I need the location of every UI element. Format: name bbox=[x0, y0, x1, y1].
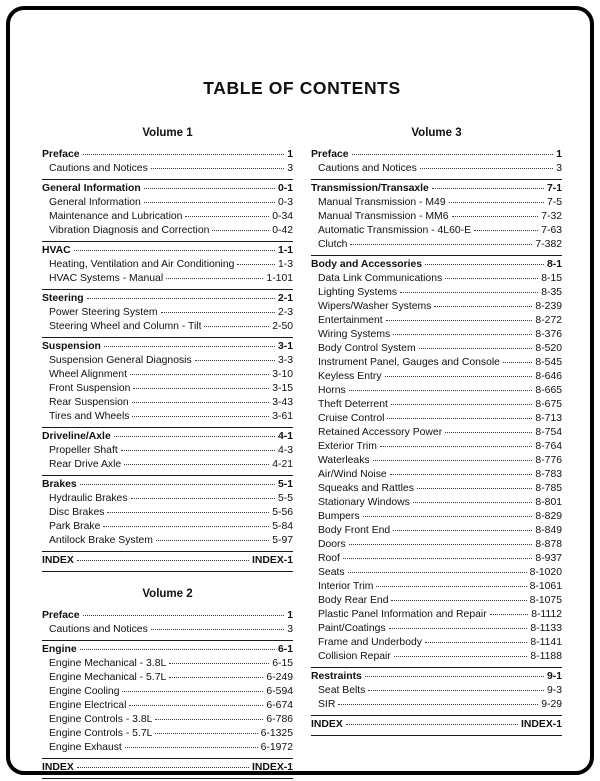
toc-section bbox=[311, 667, 562, 715]
toc-entry-label: Suspension General Diagnosis bbox=[49, 355, 192, 366]
toc-entry-page: 8-665 bbox=[535, 385, 562, 396]
toc-entry-page: 7-1 bbox=[546, 183, 562, 194]
toc-entry-label: HVAC bbox=[42, 245, 71, 256]
toc-entry-label: Keyless Entry bbox=[318, 371, 382, 382]
toc-entry-label: Doors bbox=[318, 539, 346, 550]
toc-sub-entry bbox=[311, 286, 562, 300]
toc-section bbox=[42, 475, 293, 551]
toc-sub-entry bbox=[311, 398, 562, 412]
toc-entry-page: 2-50 bbox=[272, 321, 293, 332]
toc-sub-entry bbox=[311, 454, 562, 468]
toc-section bbox=[42, 337, 293, 427]
toc-sub-entry bbox=[42, 458, 293, 472]
toc-entry-label: Waterleaks bbox=[318, 455, 370, 466]
toc-sub-entry bbox=[311, 342, 562, 356]
toc-entry-label: Body Front End bbox=[318, 525, 391, 536]
toc-entry-label: Instrument Panel, Gauges and Console bbox=[318, 357, 500, 368]
toc-entry-label: Body Control System bbox=[318, 343, 416, 354]
toc-section-entry bbox=[42, 609, 293, 623]
toc-entry-label: Cautions and Notices bbox=[49, 163, 148, 174]
toc-section-entry bbox=[42, 761, 293, 775]
toc-entry-page: 8-376 bbox=[535, 329, 562, 340]
toc-entry-page: 4-3 bbox=[277, 445, 293, 456]
toc-section-entry bbox=[42, 148, 293, 162]
toc-section-entry bbox=[42, 244, 293, 258]
toc-sub-entry bbox=[311, 580, 562, 594]
toc-entry-label: Restraints bbox=[311, 671, 362, 682]
toc-entry-page: 4-21 bbox=[272, 459, 293, 470]
toc-sub-entry bbox=[42, 506, 293, 520]
toc-entry-page: 8-1061 bbox=[529, 581, 562, 592]
toc-entry-label: Engine Controls - 5.7L bbox=[49, 728, 153, 739]
toc-entry-page: 8-801 bbox=[535, 497, 562, 508]
toc-section bbox=[42, 427, 293, 475]
toc-sub-entry bbox=[311, 594, 562, 608]
toc-entry-label: Hydraulic Brakes bbox=[49, 493, 128, 504]
toc-sub-entry bbox=[311, 698, 562, 712]
toc-section bbox=[42, 551, 293, 571]
toc-entry-page: 8-785 bbox=[535, 483, 562, 494]
toc-entry-page: 6-1972 bbox=[260, 742, 293, 753]
toc-columns bbox=[42, 123, 562, 779]
toc-entry-page: 2-3 bbox=[277, 307, 293, 318]
toc-entry-page: 8-754 bbox=[535, 427, 562, 438]
toc-section-entry bbox=[42, 182, 293, 196]
toc-entry-page: 8-849 bbox=[535, 525, 562, 536]
toc-entry-label: Propeller Shaft bbox=[49, 445, 118, 456]
toc-entry-page: 2-1 bbox=[277, 293, 293, 304]
toc-entry-label: INDEX bbox=[311, 719, 343, 730]
toc-section bbox=[42, 241, 293, 289]
toc-sub-entry bbox=[311, 510, 562, 524]
toc-section-entry bbox=[42, 478, 293, 492]
toc-section bbox=[42, 607, 293, 640]
toc-sub-entry bbox=[311, 272, 562, 286]
toc-entry-label: Horns bbox=[318, 385, 346, 396]
toc-section-entry bbox=[42, 340, 293, 354]
toc-entry-label: Engine Mechanical - 3.8L bbox=[49, 658, 167, 669]
toc-entry-label: Heating, Ventilation and Air Conditioning bbox=[49, 259, 235, 270]
toc-entry-page: 8-829 bbox=[535, 511, 562, 522]
toc-entry-page: 8-239 bbox=[535, 301, 562, 312]
toc-entry-page: 3-3 bbox=[277, 355, 293, 366]
toc-sub-entry bbox=[311, 566, 562, 580]
toc-entry-page: 8-1075 bbox=[529, 595, 562, 606]
toc-entry-page: 6-674 bbox=[266, 700, 293, 711]
toc-sub-entry bbox=[42, 368, 293, 382]
toc-entry-page: 9-1 bbox=[546, 671, 562, 682]
toc-entry-page: 8-878 bbox=[535, 539, 562, 550]
toc-entry-page: 8-713 bbox=[535, 413, 562, 424]
toc-sub-entry bbox=[311, 384, 562, 398]
toc-entry-label: Air/Wind Noise bbox=[318, 469, 387, 480]
toc-section bbox=[311, 255, 562, 667]
toc-sub-entry bbox=[42, 320, 293, 334]
toc-entry-page: 3 bbox=[556, 163, 562, 174]
toc-sub-entry bbox=[42, 685, 293, 699]
toc-entry-page: 8-1133 bbox=[530, 623, 562, 634]
toc-sub-entry bbox=[311, 314, 562, 328]
toc-entry-page: 3-15 bbox=[272, 383, 293, 394]
toc-sub-entry bbox=[42, 306, 293, 320]
toc-entry-label: Squeaks and Rattles bbox=[318, 483, 414, 494]
toc-sub-entry bbox=[311, 328, 562, 342]
toc-entry-label: Paint/Coatings bbox=[318, 623, 386, 634]
toc-entry-label: Engine Cooling bbox=[49, 686, 120, 697]
page-title: TABLE OF CONTENTS bbox=[203, 78, 401, 98]
toc-sub-entry bbox=[42, 623, 293, 637]
toc-entry-label: Suspension bbox=[42, 341, 101, 352]
toc-section-entry bbox=[42, 554, 293, 568]
toc-entry-label: Cautions and Notices bbox=[49, 624, 148, 635]
toc-sub-entry bbox=[42, 354, 293, 368]
toc-entry-label: Power Steering System bbox=[49, 307, 158, 318]
toc-sub-entry bbox=[311, 224, 562, 238]
volume-heading: Volume 3 bbox=[411, 127, 462, 139]
toc-section bbox=[42, 146, 293, 179]
toc-entry-page: 9-3 bbox=[546, 685, 562, 696]
toc-entry-label: Preface bbox=[311, 149, 349, 160]
toc-sub-entry bbox=[42, 162, 293, 176]
toc-entry-label: Wiring Systems bbox=[318, 329, 391, 340]
toc-sub-entry bbox=[42, 492, 293, 506]
toc-entry-page: 8-545 bbox=[535, 357, 562, 368]
toc-sub-entry bbox=[42, 520, 293, 534]
toc-sub-entry bbox=[311, 370, 562, 384]
toc-section bbox=[311, 146, 562, 179]
toc-sub-entry bbox=[311, 356, 562, 370]
toc-entry-page: 8-783 bbox=[535, 469, 562, 480]
toc-entry-page: 1 bbox=[287, 149, 293, 160]
toc-entry-label: Data Link Communications bbox=[318, 273, 443, 284]
toc-section bbox=[42, 758, 293, 778]
toc-sub-entry bbox=[42, 534, 293, 548]
toc-entry-page: 1 bbox=[556, 149, 562, 160]
toc-sub-entry bbox=[311, 440, 562, 454]
toc-entry-page: 5-84 bbox=[272, 521, 293, 532]
toc-entry-label: Cautions and Notices bbox=[318, 163, 417, 174]
toc-entry-page: 5-5 bbox=[277, 493, 293, 504]
toc-entry-label: Entertainment bbox=[318, 315, 383, 326]
toc-entry-page: 5-97 bbox=[272, 535, 293, 546]
volume-heading: Volume 1 bbox=[142, 127, 193, 139]
toc-sub-entry bbox=[311, 468, 562, 482]
toc-sub-entry bbox=[42, 657, 293, 671]
toc-sub-entry bbox=[42, 727, 293, 741]
toc-entry-label: Disc Brakes bbox=[49, 507, 105, 518]
toc-section-entry bbox=[42, 292, 293, 306]
toc-entry-page: 4-1 bbox=[277, 431, 293, 442]
toc-entry-label: General Information bbox=[49, 197, 141, 208]
toc-sub-entry bbox=[311, 684, 562, 698]
toc-sub-entry bbox=[42, 713, 293, 727]
toc-entry-page: 8-520 bbox=[535, 343, 562, 354]
toc-entry-label: Manual Transmission - MM6 bbox=[318, 211, 449, 222]
toc-entry-page: 6-594 bbox=[266, 686, 293, 697]
toc-entry-page: 6-15 bbox=[272, 658, 293, 669]
toc-sub-entry bbox=[311, 412, 562, 426]
toc-entry-page: 6-249 bbox=[266, 672, 293, 683]
toc-sub-entry bbox=[311, 300, 562, 314]
toc-entry-label: Tires and Wheels bbox=[49, 411, 130, 422]
toc-entry-page: 1 bbox=[287, 610, 293, 621]
toc-sub-entry bbox=[42, 741, 293, 755]
toc-entry-label: Steering Wheel and Column - Tilt bbox=[49, 321, 202, 332]
toc-entry-label: Antilock Brake System bbox=[49, 535, 153, 546]
toc-entry-page: 8-1141 bbox=[530, 637, 562, 648]
toc-sections bbox=[42, 607, 293, 779]
toc-sub-entry bbox=[42, 272, 293, 286]
toc-entry-label: Body and Accessories bbox=[311, 259, 423, 270]
toc-sections bbox=[311, 146, 562, 736]
toc-entry-page: 3-10 bbox=[272, 369, 293, 380]
toc-entry-label: Brakes bbox=[42, 479, 77, 490]
toc-sub-entry bbox=[42, 196, 293, 210]
toc-entry-page: 3-43 bbox=[272, 397, 293, 408]
toc-sub-entry bbox=[311, 210, 562, 224]
toc-entry-label: Engine Mechanical - 5.7L bbox=[49, 672, 167, 683]
toc-sub-entry bbox=[311, 650, 562, 664]
toc-entry-label: INDEX bbox=[42, 555, 74, 566]
toc-entry-page: 8-272 bbox=[535, 315, 562, 326]
toc-entry-label: Cruise Control bbox=[318, 413, 385, 424]
toc-entry-page: 5-56 bbox=[272, 507, 293, 518]
toc-sub-entry bbox=[42, 410, 293, 424]
toc-sub-entry bbox=[42, 382, 293, 396]
toc-sub-entry bbox=[42, 258, 293, 272]
toc-sub-entry bbox=[42, 224, 293, 238]
toc-entry-page: INDEX-1 bbox=[252, 762, 293, 773]
toc-sub-entry bbox=[311, 538, 562, 552]
toc-entry-page: 6-786 bbox=[266, 714, 293, 725]
toc-entry-page: 8-1020 bbox=[529, 567, 562, 578]
toc-entry-page: 1-101 bbox=[266, 273, 293, 284]
toc-entry-label: Maintenance and Lubrication bbox=[49, 211, 183, 222]
toc-sub-entry bbox=[42, 671, 293, 685]
toc-volume bbox=[311, 127, 562, 736]
toc-entry-label: Seats bbox=[318, 567, 345, 578]
toc-sub-entry bbox=[311, 496, 562, 510]
toc-section bbox=[42, 640, 293, 758]
toc-section bbox=[42, 179, 293, 241]
toc-entry-page: 6-1325 bbox=[260, 728, 293, 739]
toc-sub-entry bbox=[311, 622, 562, 636]
toc-entry-label: Seat Belts bbox=[318, 685, 366, 696]
toc-entry-page: 8-764 bbox=[535, 441, 562, 452]
toc-column-right bbox=[311, 123, 562, 779]
toc-entry-page: 7-382 bbox=[535, 239, 562, 250]
toc-entry-label: Engine Electrical bbox=[49, 700, 127, 711]
toc-entry-page: 8-937 bbox=[535, 553, 562, 564]
toc-entry-label: INDEX bbox=[42, 762, 74, 773]
toc-entry-page: 8-646 bbox=[535, 371, 562, 382]
toc-section bbox=[311, 715, 562, 735]
toc-entry-page: 0-34 bbox=[272, 211, 293, 222]
toc-sub-entry bbox=[311, 238, 562, 252]
toc-entry-label: Theft Deterrent bbox=[318, 399, 388, 410]
toc-entry-page: 3-61 bbox=[272, 411, 293, 422]
toc-entry-page: 7-32 bbox=[541, 211, 562, 222]
toc-sub-entry bbox=[311, 426, 562, 440]
toc-section-entry bbox=[311, 182, 562, 196]
toc-column-left bbox=[42, 123, 293, 779]
toc-sub-entry bbox=[42, 699, 293, 713]
toc-entry-label: Engine Controls - 3.8L bbox=[49, 714, 153, 725]
toc-entry-label: General Information bbox=[42, 183, 141, 194]
toc-entry-label: Interior Trim bbox=[318, 581, 374, 592]
toc-entry-label: Wipers/Washer Systems bbox=[318, 301, 432, 312]
toc-entry-page: 8-1 bbox=[546, 259, 562, 270]
toc-sub-entry bbox=[311, 482, 562, 496]
toc-entry-label: Front Suspension bbox=[49, 383, 131, 394]
toc-entry-label: Frame and Underbody bbox=[318, 637, 422, 648]
toc-section-entry bbox=[311, 148, 562, 162]
toc-entry-label: Rear Drive Axle bbox=[49, 459, 122, 470]
toc-sub-entry bbox=[311, 524, 562, 538]
toc-entry-label: Wheel Alignment bbox=[49, 369, 127, 380]
toc-entry-label: Manual Transmission - M49 bbox=[318, 197, 446, 208]
toc-entry-label: Engine Exhaust bbox=[49, 742, 122, 753]
toc-entry-page: 7-63 bbox=[541, 225, 562, 236]
toc-entry-label: Exterior Trim bbox=[318, 441, 377, 452]
toc-section-entry bbox=[311, 718, 562, 732]
toc-sub-entry bbox=[311, 636, 562, 650]
toc-entry-page: 8-1112 bbox=[531, 609, 562, 620]
toc-entry-label: HVAC Systems - Manual bbox=[49, 273, 164, 284]
toc-entry-page: 5-1 bbox=[277, 479, 293, 490]
toc-entry-label: Engine bbox=[42, 644, 77, 655]
toc-entry-page: 8-1188 bbox=[530, 651, 562, 662]
toc-entry-page: 3-1 bbox=[277, 341, 293, 352]
toc-volume bbox=[42, 588, 293, 779]
toc-entry-label: Driveline/Axle bbox=[42, 431, 111, 442]
toc-entry-label: Lighting Systems bbox=[318, 287, 398, 298]
toc-volume bbox=[42, 127, 293, 572]
toc-section bbox=[311, 179, 562, 255]
document-page bbox=[6, 6, 594, 775]
toc-entry-page: INDEX-1 bbox=[521, 719, 562, 730]
toc-sub-entry bbox=[311, 552, 562, 566]
toc-sub-entry bbox=[311, 162, 562, 176]
toc-entry-label: Roof bbox=[318, 553, 340, 564]
toc-entry-label: Preface bbox=[42, 610, 80, 621]
toc-entry-page: 0-42 bbox=[272, 225, 293, 236]
toc-entry-page: 1-1 bbox=[277, 245, 293, 256]
toc-entry-label: Plastic Panel Information and Repair bbox=[318, 609, 487, 620]
toc-entry-label: Body Rear End bbox=[318, 595, 389, 606]
toc-entry-label: Collision Repair bbox=[318, 651, 391, 662]
toc-entry-page: 0-3 bbox=[277, 197, 293, 208]
toc-entry-label: Retained Accessory Power bbox=[318, 427, 443, 438]
toc-entry-label: Rear Suspension bbox=[49, 397, 129, 408]
toc-section-entry bbox=[311, 258, 562, 272]
toc-entry-label: Clutch bbox=[318, 239, 348, 250]
toc-entry-page: 3 bbox=[287, 163, 293, 174]
toc-section-entry bbox=[42, 643, 293, 657]
toc-entry-label: Bumpers bbox=[318, 511, 360, 522]
volume-heading: Volume 2 bbox=[142, 588, 193, 600]
toc-entry-label: Automatic Transmission - 4L60-E bbox=[318, 225, 472, 236]
toc-entry-label: Preface bbox=[42, 149, 80, 160]
toc-entry-label: Stationary Windows bbox=[318, 497, 410, 508]
toc-entry-page: 8-776 bbox=[535, 455, 562, 466]
toc-entry-label: Park Brake bbox=[49, 521, 101, 532]
toc-entry-page: 1-3 bbox=[277, 259, 293, 270]
toc-sub-entry bbox=[42, 396, 293, 410]
toc-entry-label: Transmission/Transaxle bbox=[311, 183, 429, 194]
toc-section-entry bbox=[42, 430, 293, 444]
toc-entry-label: Vibration Diagnosis and Correction bbox=[49, 225, 210, 236]
toc-entry-label: SIR bbox=[318, 699, 336, 710]
toc-sub-entry bbox=[42, 210, 293, 224]
toc-entry-page: 0-1 bbox=[277, 183, 293, 194]
toc-entry-page: 3 bbox=[287, 624, 293, 635]
toc-section bbox=[42, 289, 293, 337]
toc-sub-entry bbox=[311, 608, 562, 622]
toc-entry-page: 6-1 bbox=[277, 644, 293, 655]
toc-entry-page: 7-5 bbox=[546, 197, 562, 208]
toc-entry-page: 8-15 bbox=[541, 273, 562, 284]
toc-sub-entry bbox=[42, 444, 293, 458]
toc-entry-page: INDEX-1 bbox=[252, 555, 293, 566]
toc-sections bbox=[42, 146, 293, 572]
toc-sub-entry bbox=[311, 196, 562, 210]
toc-entry-page: 8-35 bbox=[541, 287, 562, 298]
toc-entry-page: 9-29 bbox=[541, 699, 562, 710]
toc-section-entry bbox=[311, 670, 562, 684]
toc-entry-label: Steering bbox=[42, 293, 84, 304]
toc-entry-page: 8-675 bbox=[535, 399, 562, 410]
